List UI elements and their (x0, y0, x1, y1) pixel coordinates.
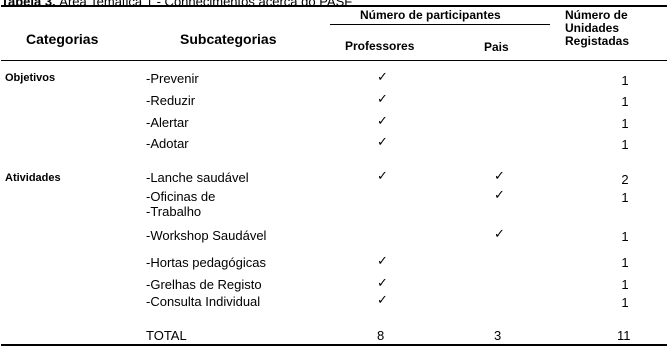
pais-check-icon: ✓ (494, 187, 505, 202)
header-numero-participantes: Número de participantes (360, 8, 501, 22)
professores-check-icon: ✓ (377, 292, 388, 307)
professores-check-icon: ✓ (377, 113, 388, 128)
header-numero-unidades-line2: Unidades (565, 21, 620, 35)
participants-underline (330, 24, 550, 25)
pais-check-icon: ✓ (494, 168, 505, 183)
row-unidades: 1 (621, 116, 629, 131)
row-subcategoria: -Grelhas de Registo (146, 277, 262, 292)
row-unidades: 2 (621, 172, 629, 187)
row-subcategoria: -Prevenir (146, 71, 199, 86)
pais-check-icon: ✓ (494, 226, 505, 241)
row-subcategoria: -Hortas pedagógicas (146, 255, 266, 270)
header-subcategorias: Subcategorias (180, 31, 277, 47)
row-unidades: 1 (621, 94, 629, 109)
row-unidades: 1 (621, 277, 629, 292)
row-unidades: 1 (621, 229, 629, 244)
professores-check-icon: ✓ (377, 253, 388, 268)
professores-check-icon: ✓ (377, 168, 388, 183)
row-subcategoria: -Reduzir (146, 93, 196, 108)
row-subcategoria: -Lanche saudável (146, 170, 249, 185)
total-label: TOTAL (146, 328, 187, 343)
row-subcategoria: -Consulta Individual (146, 294, 261, 309)
professores-check-icon: ✓ (377, 69, 388, 84)
category-atividades: Atividades (5, 172, 61, 184)
row-unidades: 1 (621, 73, 629, 88)
total-professores: 8 (377, 328, 385, 343)
row-subcategoria: -Workshop Saudável (146, 228, 267, 243)
header-professores: Professores (345, 39, 415, 53)
total-pais: 3 (494, 328, 502, 343)
total-unidades: 11 (617, 328, 631, 343)
row-subcategoria-continued: -Trabalho (146, 204, 202, 219)
header-categorias: Categorias (26, 31, 99, 47)
row-unidades: 1 (621, 137, 629, 152)
category-objetivos: Objetivos (5, 72, 56, 84)
table-bottom-rule (1, 344, 667, 346)
row-unidades: 1 (621, 190, 629, 205)
header-numero-unidades (565, 9, 629, 48)
header-bottom-rule (1, 60, 667, 61)
professores-check-icon: ✓ (377, 91, 388, 106)
header-pais: Pais (484, 40, 509, 54)
row-unidades: 1 (621, 255, 629, 270)
row-subcategoria: -Alertar (146, 115, 189, 130)
professores-check-icon: ✓ (377, 134, 388, 149)
header-numero-unidades-line1: Número de (565, 8, 628, 22)
table-top-rule (1, 5, 667, 7)
row-subcategoria: -Adotar (146, 136, 189, 151)
professores-check-icon: ✓ (377, 275, 388, 290)
row-subcategoria: -Oficinas de (146, 189, 216, 204)
row-unidades: 1 (621, 295, 629, 310)
header-numero-unidades-line3: Registadas (565, 34, 630, 48)
